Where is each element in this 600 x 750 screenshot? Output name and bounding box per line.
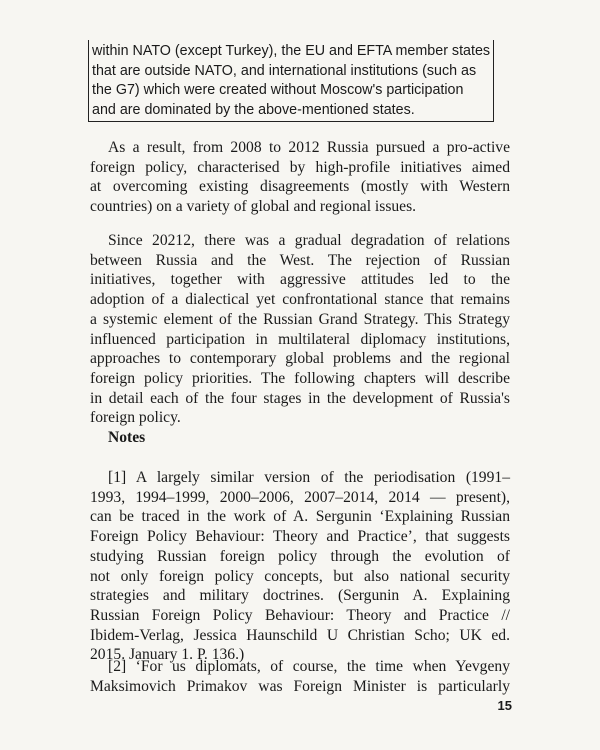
note-line: 2015. January 1. P. 136.) bbox=[90, 646, 245, 664]
note-2 bbox=[90, 657, 510, 696]
text-line: As a result, from 2008 to 2012 Russia pursued a pro-active bbox=[108, 139, 510, 156]
note-line: [1] A largely similar version of the periodisation (1991– bbox=[108, 469, 510, 486]
text-line: influenced participation in multilateral diplomacy institutions, bbox=[90, 330, 510, 348]
boxed-line: the G7) which were created without Moscow's participation bbox=[92, 82, 464, 98]
note-line: Foreign Policy Behaviour: Theory and Practice’, that suggests bbox=[90, 528, 510, 546]
note-1 bbox=[90, 468, 510, 665]
paragraph-1 bbox=[90, 138, 510, 217]
text-line: at overcoming existing disagreements (mostly with Western bbox=[90, 178, 510, 196]
note-line: can be traced in the work of A. Sergunin ‘Explaining Russian bbox=[90, 508, 510, 526]
text-line: a systemic element of the Russian Grand Strategy. This Strategy bbox=[90, 310, 510, 328]
boxed-line: and are dominated by the above-mentioned states. bbox=[92, 101, 415, 118]
note-line: Russian Foreign Policy Behaviour: Theory and Practice // bbox=[90, 606, 510, 624]
note-line: not only foreign policy concepts, but also national security bbox=[90, 567, 510, 585]
note-line: Maksimovich Primakov was Foreign Minister is particularly bbox=[90, 677, 510, 695]
page-number: 15 bbox=[497, 698, 512, 713]
text-line: foreign policy. bbox=[90, 409, 181, 427]
text-line: initiatives, together with aggressive attitudes led to the bbox=[90, 271, 510, 289]
note-line: strategies and military doctrines. (Sergunin A. Explaining bbox=[90, 587, 510, 605]
note-line: [2] ‘For us diplomats, of course, the time when Yevgeny bbox=[108, 658, 510, 675]
text-line: Since 20212, there was a gradual degradation of relations bbox=[108, 232, 510, 249]
note-line: 1993, 1994–1999, 2000–2006, 2007–2014, 2014 — present), bbox=[90, 488, 510, 506]
text-line: adoption of a dialectical yet confrontational stance that remains bbox=[90, 291, 510, 309]
text-line: in detail each of the four stages in the development of Russia's bbox=[90, 389, 510, 407]
boxed-quote bbox=[88, 40, 494, 122]
text-line: foreign policy priorities. The following chapters will describe bbox=[90, 369, 510, 387]
text-line: approaches to contemporary global problems and the regional bbox=[90, 350, 510, 368]
text-line: foreign policy, characterised by high-profile initiatives aimed bbox=[90, 158, 510, 176]
boxed-line: within NATO (except Turkey), the EU and EFTA member states bbox=[92, 43, 491, 59]
boxed-line: that are outside NATO, and international institutions (such as bbox=[92, 62, 477, 79]
notes-heading: Notes bbox=[108, 429, 146, 446]
paragraph-2 bbox=[90, 231, 510, 428]
text-line: between Russia and the West. The rejection of Russian bbox=[90, 251, 510, 269]
note-line: Ibidem-Verlag, Jessica Haunschild U Christian Scho; UK ed. bbox=[90, 626, 510, 644]
note-line: studying Russian foreign policy through the evolution of bbox=[90, 547, 510, 565]
text-line: countries) on a variety of global and regional issues. bbox=[90, 198, 417, 216]
